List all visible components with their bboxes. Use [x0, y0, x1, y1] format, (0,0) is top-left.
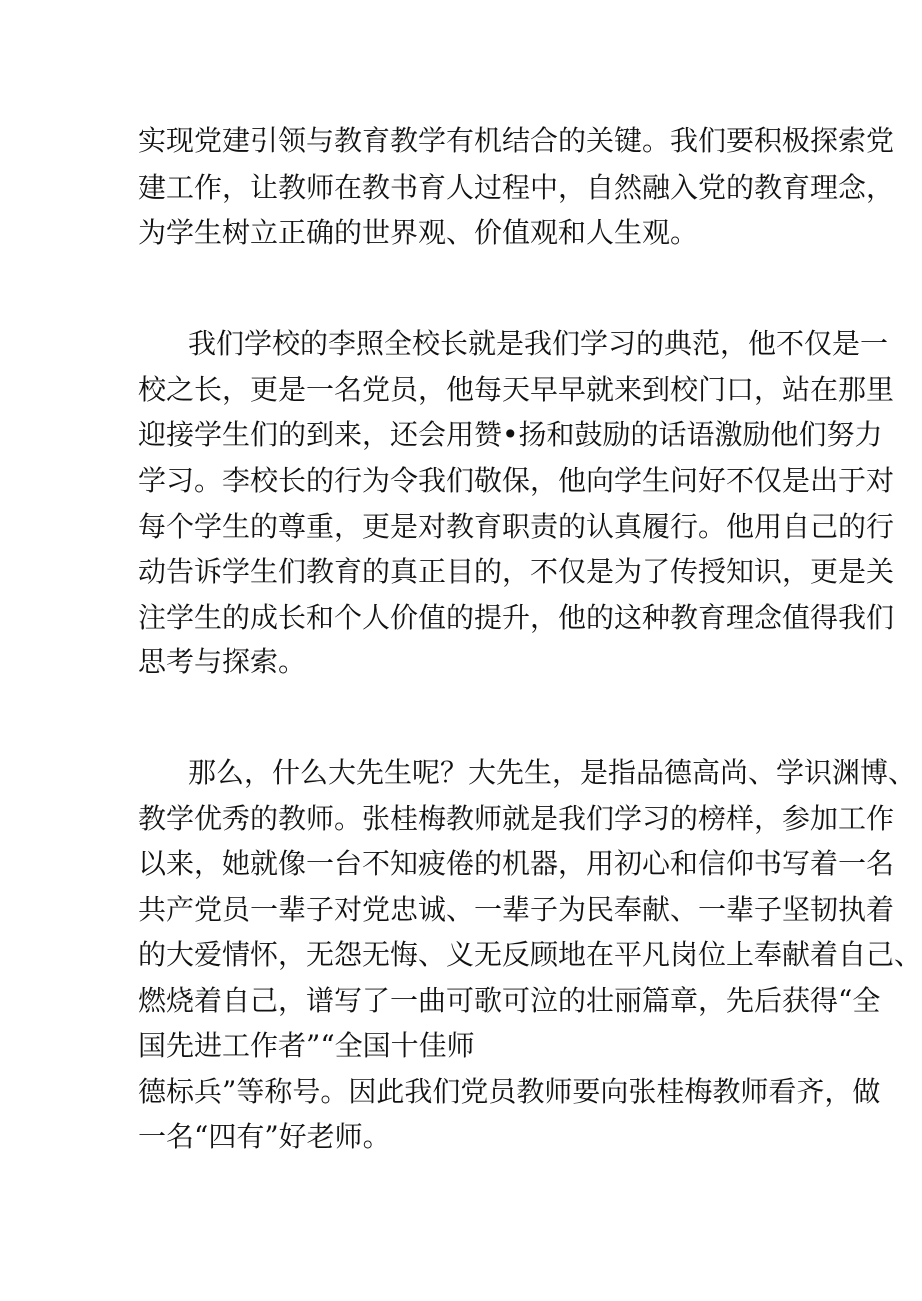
text-line: 建工作，让教师在教书育人过程中，自然融入党的教育理念，	[138, 171, 895, 204]
text-line: 每个学生的尊重，更是对教育职责的认真履行。他用自己的行	[138, 510, 895, 543]
text-line: 那么，什么大先生呢？大先生，是指品德高尚、学识渊博、	[188, 756, 917, 789]
text-line: 为学生树立正确的世界观、价值观和人生观。	[138, 216, 699, 249]
text-line: 动告诉学生们教育的真正目的，不仅是为了传授知识，更是关	[138, 555, 895, 588]
text-line: 共产党员一辈子对党忠诚、一辈子为民奉献、一辈子坚韧执着	[138, 893, 895, 926]
text-line: 学习。李校长的行为令我们敬保，他向学生问好不仅是出于对	[138, 464, 895, 497]
text-line: 迎接学生们的到来，还会用赞•扬和鼓励的话语激励他们努力	[138, 418, 883, 451]
text-line: 燃烧着自己，谱写了一曲可歌可泣的壮丽篇章，先后获得“全	[138, 984, 881, 1017]
text-line: 以来，她就像一台不知疲倦的机器，用初心和信仰书写着一名	[138, 847, 895, 880]
text-line: 校之长，更是一名党员，他每天早早就来到校门口，站在那里	[138, 373, 895, 406]
text-line: 的大爱情怀，无怨无悔、义无反顾地在平凡岗位上奉献着自己、	[138, 938, 922, 971]
text-line: 我们学校的李照全校长就是我们学习的典范，他不仅是一	[188, 327, 889, 360]
text-line: 教学优秀的教师。张桂梅教师就是我们学习的榜样，参加工作	[138, 802, 895, 835]
text-line: 思考与探索。	[138, 645, 307, 678]
text-line: 注学生的成长和个人价值的提升，他的这种教育理念值得我们	[138, 601, 895, 634]
text-line: 实现党建引领与教育教学有机结合的关键。我们要积极探索党	[138, 124, 895, 157]
text-line: 德标兵”等称号。因此我们党员教师要向张桂梅教师看齐，做	[138, 1075, 881, 1108]
text-line: 国先进工作者”“全国十佳师	[138, 1029, 475, 1062]
text-line: 一名“四有”好老师。	[138, 1120, 391, 1153]
